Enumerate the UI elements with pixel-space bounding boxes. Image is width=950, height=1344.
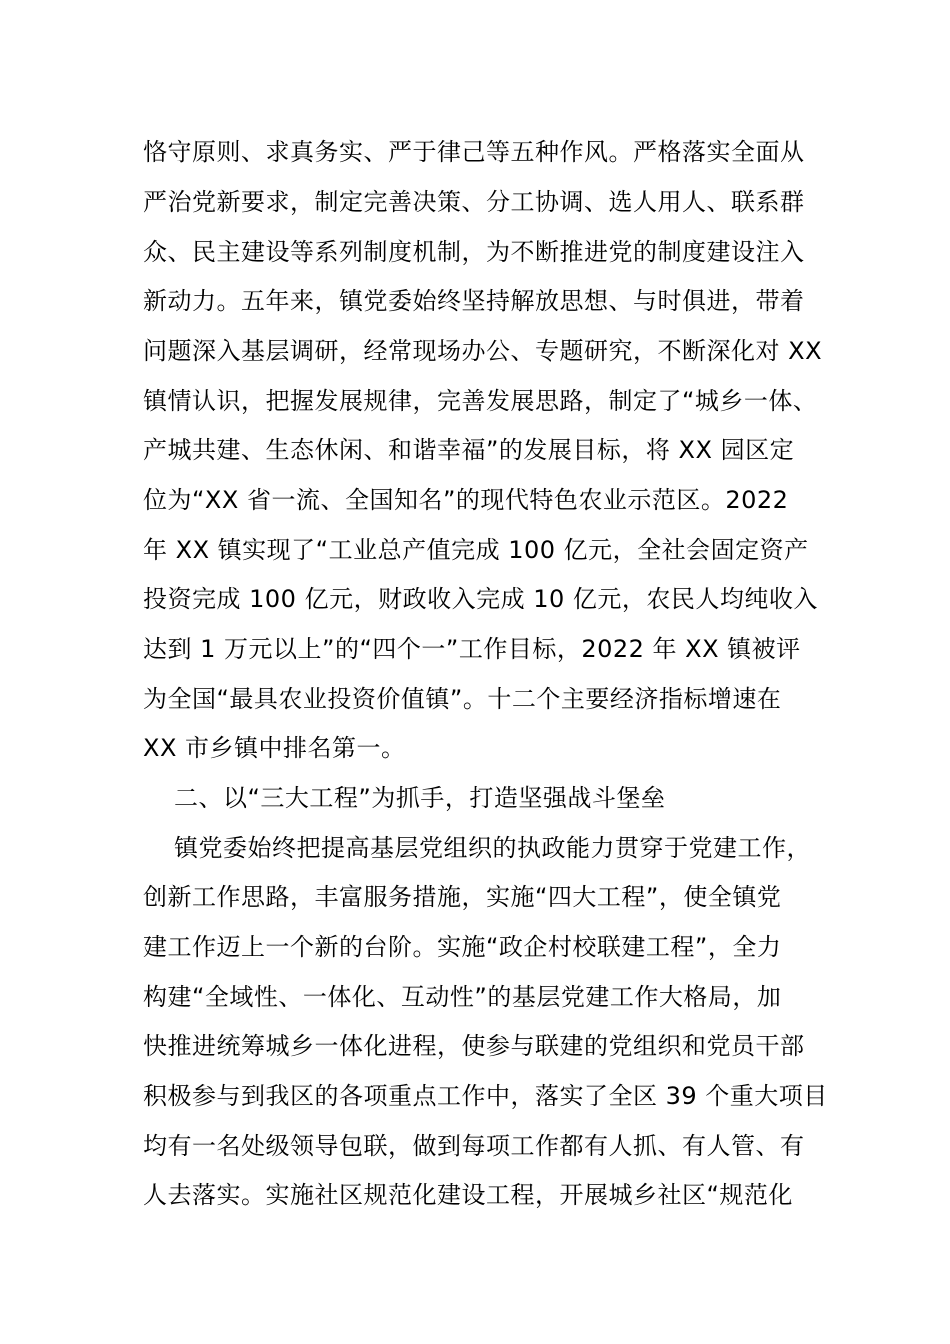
text-line: 建工作迈上一个新的台阶。实施“政企村校联建工程”，全力 (143, 933, 782, 961)
text-line: 恪守原则、求真务实、严于律己等五种作风。严格落实全面从 (143, 138, 805, 166)
text-line: 众、民主建设等系列制度机制，为不断推进党的制度建设注入 (143, 238, 805, 266)
text-line: 位为“XX 省一流、全国知名”的现代特色农业示范区。2022 (143, 486, 789, 514)
text-line: 产城共建、生态休闲、和谐幸福”的发展目标，将 XX 园区定 (143, 436, 795, 464)
text-line: 为全国“最具农业投资价值镇”。十二个主要经济指标增速在 (143, 685, 782, 713)
text-line: 构建“全域性、一体化、互动性”的基层党建工作大格局，加 (143, 983, 782, 1011)
text-line: 严治党新要求，制定完善决策、分工协调、选人用人、联系群 (143, 188, 805, 216)
text-line: 积极参与到我区的各项重点工作中，落实了全区 39 个重大项目 (143, 1082, 828, 1110)
text-line: 新动力。五年来，镇党委始终坚持解放思想、与时俱进，带着 (143, 287, 805, 315)
text-line: 均有一名处级领导包联，做到每项工作都有人抓、有人管、有 (143, 1132, 805, 1160)
text-line: 镇情认识，把握发展规律，完善发展思路，制定了“城乡一体、 (143, 387, 818, 415)
text-line: 快推进统筹城乡一体化进程，使参与联建的党组织和党员干部 (143, 1032, 805, 1060)
text-line: 创新工作思路，丰富服务措施，实施“四大工程”，使全镇党 (143, 883, 782, 911)
text-line: 达到 1 万元以上”的“四个一”工作目标，2022 年 XX 镇被评 (143, 635, 801, 663)
text-line: 年 XX 镇实现了“工业总产值完成 100 亿元，全社会固定资产 (143, 536, 809, 564)
section-heading: 二、以“三大工程”为抓手，打造坚强战斗堡垒 (174, 784, 666, 812)
text-line: 镇党委始终把提高基层党组织的执政能力贯穿于党建工作， (174, 834, 811, 862)
text-line: 人去落实。实施社区规范化建设工程，开展城乡社区“规范化 (143, 1181, 793, 1209)
text-line: 投资完成 100 亿元，财政收入完成 10 亿元，农民人均纯收入 (143, 585, 818, 613)
text-line: 问题深入基层调研，经常现场办公、专题研究，不断深化对 XX (143, 337, 823, 365)
text-line: XX 市乡镇中排名第一。 (143, 734, 406, 762)
